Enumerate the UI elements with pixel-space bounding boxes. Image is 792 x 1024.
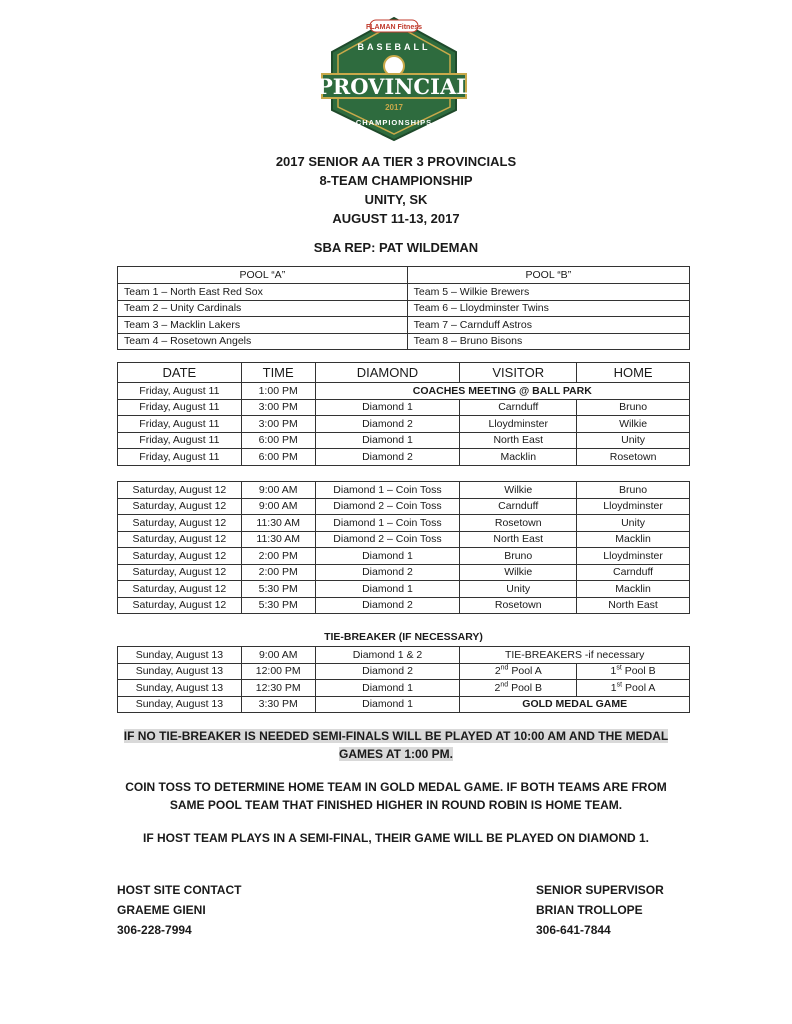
supervisor-phone: 306-641-7844 (536, 923, 611, 937)
pool-b-team: Team 6 – Lloydminster Twins (407, 300, 689, 317)
pool-b-header: POOL “B” (407, 267, 689, 284)
home-seed-suffix: st (616, 664, 622, 672)
visitor-seed: 2 (494, 681, 501, 694)
home-seed: 1 (610, 681, 617, 694)
semifinal-note (0, 727, 792, 763)
title-line-4: AUGUST 11-13, 2017 (332, 211, 460, 226)
saturday-schedule-table (117, 481, 690, 614)
table-row (118, 482, 690, 499)
game-visitor (460, 680, 577, 697)
sba-rep: SBA REP: PAT WILDEMAN (313, 240, 479, 255)
game-visitor: North East (460, 531, 577, 548)
game-home: Bruno (577, 482, 690, 499)
col-visitor: VISITOR (460, 363, 577, 383)
game-time: 12:00 PM (241, 663, 315, 680)
game-visitor: Lloydminster (460, 416, 577, 433)
pool-row (118, 300, 690, 317)
game-time: 6:00 PM (241, 432, 315, 449)
table-row (118, 647, 690, 664)
pool-b-team: Team 5 – Wilkie Brewers (407, 284, 689, 301)
game-visitor: Carnduff (460, 399, 577, 416)
game-home: Unity (577, 515, 690, 532)
table-row (118, 663, 690, 680)
host-team-note: IF HOST TEAM PLAYS IN A SEMI-FINAL, THEIR GAME WILL BE PLAYED ON DIAMOND 1. (142, 831, 650, 845)
game-date: Friday, August 11 (118, 399, 242, 416)
game-diamond: Diamond 1 – Coin Toss (315, 515, 460, 532)
pool-b-team: Team 7 – Carnduff Astros (407, 317, 689, 334)
visitor-pool: Pool B (508, 681, 543, 694)
pool-a-team: Team 2 – Unity Cardinals (118, 300, 408, 317)
pool-row (118, 333, 690, 350)
tiebreaker-table (117, 646, 690, 713)
coin-toss-note (0, 778, 792, 814)
supervisor-title: SENIOR SUPERVISOR (536, 883, 664, 897)
pool-a-team: Team 3 – Macklin Lakers (118, 317, 408, 334)
senior-supervisor-contact (536, 880, 664, 940)
table-row (118, 680, 690, 697)
game-diamond: Diamond 1 & 2 (315, 647, 460, 664)
game-time: 1:00 PM (241, 383, 315, 400)
host-site-contact (117, 880, 241, 940)
game-visitor: Rosetown (460, 597, 577, 614)
coin-toss-note-line-1: COIN TOSS TO DETERMINE HOME TEAM IN GOLD MEDAL GAME. IF BOTH TEAMS ARE FROM (125, 780, 667, 794)
game-visitor: Wilkie (460, 564, 577, 581)
game-home (577, 680, 690, 697)
pools-table (117, 266, 690, 350)
game-time: 9:00 AM (241, 482, 315, 499)
game-home: Carnduff (577, 564, 690, 581)
gold-medal-game-note: GOLD MEDAL GAME (460, 696, 690, 713)
game-time: 3:00 PM (241, 399, 315, 416)
game-visitor: Bruno (460, 548, 577, 565)
game-home: Rosetown (577, 449, 690, 466)
game-diamond: Diamond 1 (315, 399, 460, 416)
home-pool: Pool B (621, 665, 656, 678)
table-row (118, 597, 690, 614)
game-date: Friday, August 11 (118, 383, 242, 400)
host-contact-name: GRAEME GIENI (117, 903, 206, 917)
title-line-3: UNITY, SK (364, 192, 428, 207)
logo-main-text: PROVINCIAL (316, 74, 472, 99)
host-contact-title: HOST SITE CONTACT (117, 883, 242, 897)
table-row (118, 498, 690, 515)
game-date: Saturday, August 12 (118, 531, 242, 548)
visitor-seed: 2 (494, 665, 501, 678)
game-visitor: Unity (460, 581, 577, 598)
title-line-2: 8-TEAM CHAMPIONSHIP (319, 173, 473, 188)
game-time: 12:30 PM (241, 680, 315, 697)
table-row (118, 399, 690, 416)
game-time: 3:30 PM (241, 696, 315, 713)
table-row (118, 383, 690, 400)
home-seed: 1 (610, 665, 617, 678)
game-date: Friday, August 11 (118, 416, 242, 433)
table-row (118, 416, 690, 433)
game-diamond: Diamond 1 (315, 696, 460, 713)
col-date: DATE (118, 363, 242, 383)
game-diamond: Diamond 2 (315, 597, 460, 614)
table-row (118, 515, 690, 532)
game-time: 5:30 PM (241, 597, 315, 614)
game-home: Macklin (577, 581, 690, 598)
game-time: 11:30 AM (241, 531, 315, 548)
game-diamond: Diamond 2 (315, 564, 460, 581)
pool-b-team: Team 8 – Bruno Bisons (407, 333, 689, 350)
visitor-pool: Pool A (508, 665, 542, 678)
game-visitor: Carnduff (460, 498, 577, 515)
game-diamond: Diamond 2 (315, 416, 460, 433)
game-date: Saturday, August 12 (118, 597, 242, 614)
logo-year: 2017 (385, 103, 403, 112)
home-seed-suffix: st (616, 681, 623, 689)
table-row (118, 581, 690, 598)
game-time: 5:30 PM (241, 581, 315, 598)
game-visitor: Wilkie (460, 482, 577, 499)
game-home: Lloydminster (577, 498, 690, 515)
game-visitor: Rosetown (460, 515, 577, 532)
game-diamond: Diamond 1 (315, 680, 460, 697)
game-home: Bruno (577, 399, 690, 416)
coaches-meeting-note: COACHES MEETING @ BALL PARK (315, 383, 689, 400)
friday-schedule-table (117, 362, 690, 466)
table-row (118, 531, 690, 548)
supervisor-name: BRIAN TROLLOPE (536, 903, 643, 917)
game-diamond: Diamond 1 (315, 432, 460, 449)
visitor-seed-suffix: nd (500, 681, 509, 689)
game-time: 2:00 PM (241, 564, 315, 581)
game-time: 3:00 PM (241, 416, 315, 433)
game-time: 11:30 AM (241, 515, 315, 532)
game-visitor: Macklin (460, 449, 577, 466)
game-home: Wilkie (577, 416, 690, 433)
game-visitor: North East (460, 432, 577, 449)
game-home: Unity (577, 432, 690, 449)
game-date: Friday, August 11 (118, 432, 242, 449)
game-date: Sunday, August 13 (118, 647, 242, 664)
col-time: TIME (241, 363, 315, 383)
game-time: 9:00 AM (241, 498, 315, 515)
host-contact-phone: 306-228-7994 (117, 923, 192, 937)
pool-a-team: Team 1 – North East Red Sox (118, 284, 408, 301)
game-date: Sunday, August 13 (118, 696, 242, 713)
game-home: North East (577, 597, 690, 614)
pool-a-header: POOL “A” (118, 267, 408, 284)
game-home: Lloydminster (577, 548, 690, 565)
tiebreakers-note: TIE-BREAKERS -if necessary (460, 647, 690, 664)
game-time: 6:00 PM (241, 449, 315, 466)
pool-a-team: Team 4 – Rosetown Angels (118, 333, 408, 350)
game-diamond: Diamond 2 (315, 449, 460, 466)
table-row (118, 548, 690, 565)
game-diamond: Diamond 2 (315, 663, 460, 680)
home-pool: Pool A (622, 681, 656, 694)
table-row (118, 564, 690, 581)
pool-row (118, 317, 690, 334)
pool-row (118, 284, 690, 301)
semifinal-note-line-2: GAMES AT 1:00 PM. (338, 747, 454, 761)
provincial-championships-logo (316, 14, 472, 142)
game-date: Saturday, August 12 (118, 581, 242, 598)
logo-bottom-text: CHAMPIONSHIPS (355, 118, 433, 127)
game-diamond: Diamond 1 – Coin Toss (315, 482, 460, 499)
tiebreaker-title: TIE-BREAKER (IF NECESSARY) (324, 631, 483, 643)
game-diamond: Diamond 1 (315, 581, 460, 598)
title-line-1: 2017 SENIOR AA TIER 3 PROVINCIALS (275, 154, 517, 169)
table-row (118, 449, 690, 466)
game-date: Sunday, August 13 (118, 680, 242, 697)
col-diamond: DIAMOND (315, 363, 460, 383)
game-date: Sunday, August 13 (118, 663, 242, 680)
table-row (118, 696, 690, 713)
sponsor-text: FLAMAN Fitness (366, 24, 422, 31)
logo-top-text: BASEBALL (357, 42, 431, 52)
coin-toss-note-line-2: SAME POOL TEAM THAT FINISHED HIGHER IN ROUND ROBIN IS HOME TEAM. (169, 798, 623, 812)
game-date: Friday, August 11 (118, 449, 242, 466)
game-diamond: Diamond 2 – Coin Toss (315, 531, 460, 548)
table-row (118, 432, 690, 449)
game-diamond: Diamond 2 – Coin Toss (315, 498, 460, 515)
game-visitor (460, 663, 577, 680)
game-date: Saturday, August 12 (118, 482, 242, 499)
game-date: Saturday, August 12 (118, 498, 242, 515)
game-time: 2:00 PM (241, 548, 315, 565)
game-home: Macklin (577, 531, 690, 548)
game-date: Saturday, August 12 (118, 548, 242, 565)
semifinal-note-line-1: IF NO TIE-BREAKER IS NEEDED SEMI-FINALS WILL BE PLAYED AT 10:00 AM AND THE MEDAL (123, 729, 669, 743)
game-date: Saturday, August 12 (118, 515, 242, 532)
game-time: 9:00 AM (241, 647, 315, 664)
game-home (577, 663, 690, 680)
visitor-seed-suffix: nd (500, 664, 509, 672)
game-diamond: Diamond 1 (315, 548, 460, 565)
col-home: HOME (577, 363, 690, 383)
game-date: Saturday, August 12 (118, 564, 242, 581)
